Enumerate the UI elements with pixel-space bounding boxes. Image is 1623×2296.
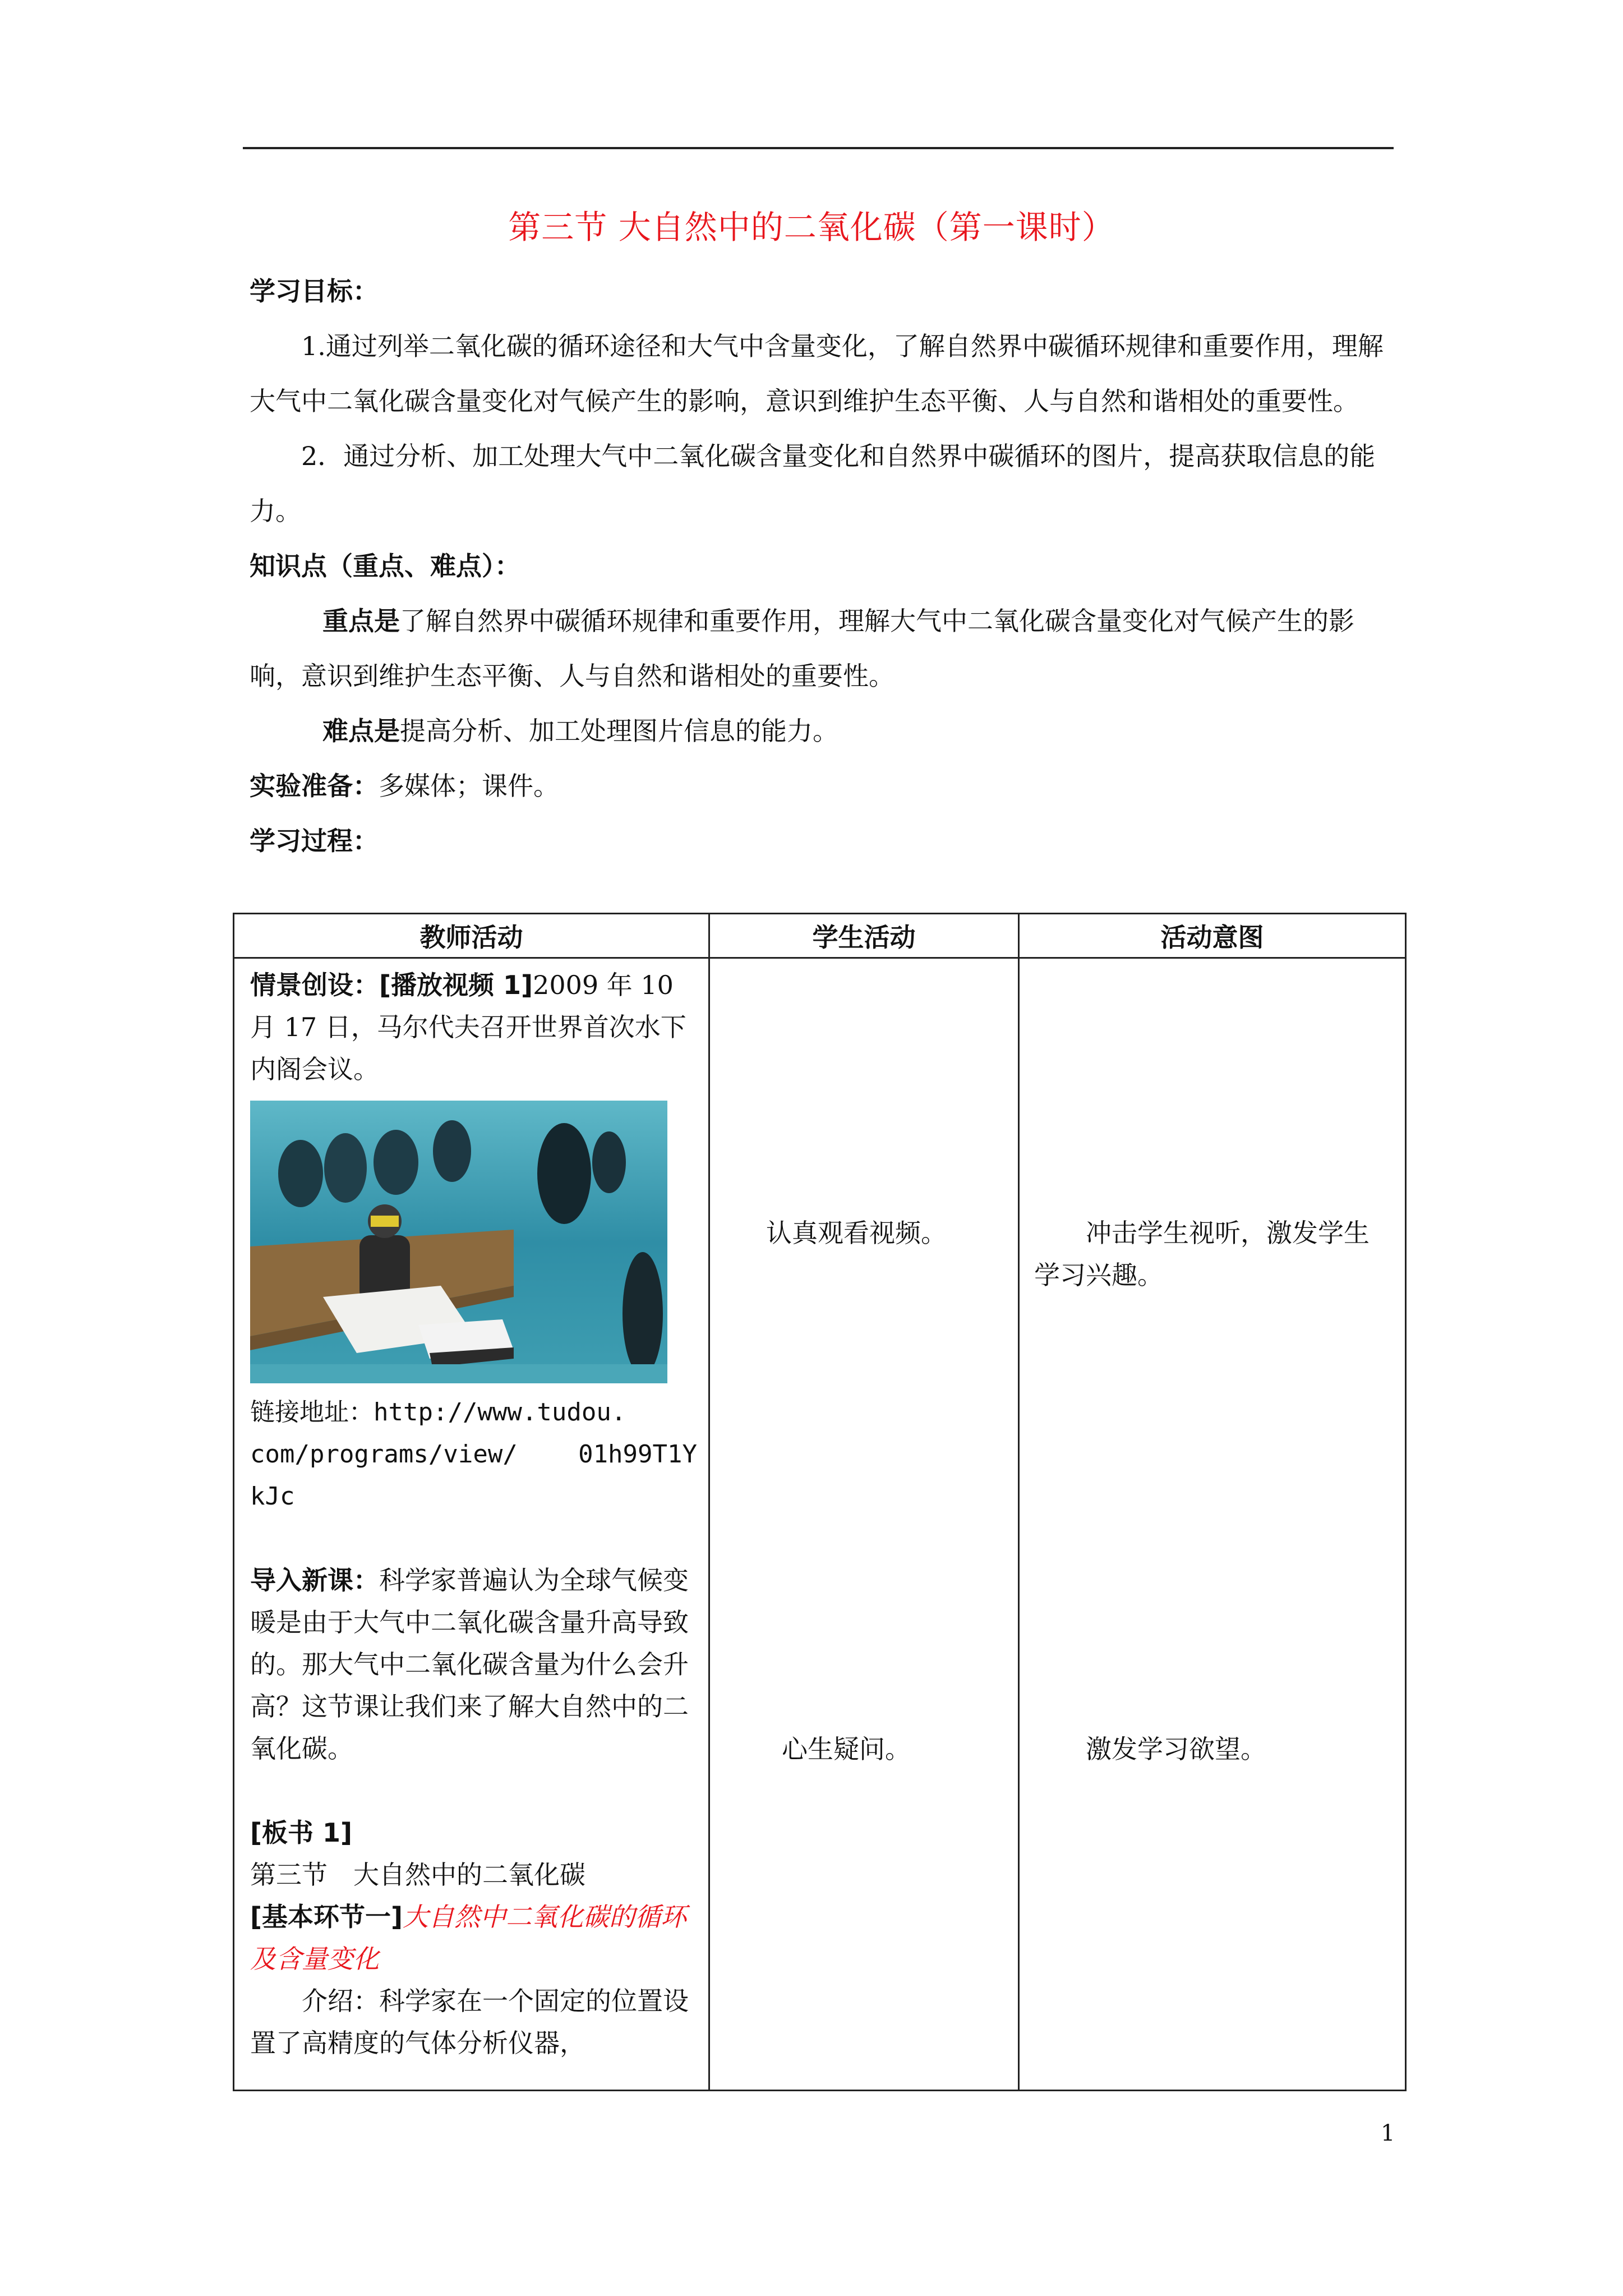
header-teacher-activity: 教师活动 xyxy=(234,914,709,958)
board-label: [板书 1] xyxy=(250,1818,353,1848)
link-line-2b: 01h99T1Y xyxy=(578,1440,697,1469)
describe-text: 介绍：科学家在一个固定的位置设置了高精度的气体分析仪器， xyxy=(250,1986,689,2058)
video-link[interactable] xyxy=(250,1391,697,1517)
step-text: 大自然中二氧化碳的循环及含量变化 xyxy=(250,1902,687,1974)
underwater-cabinet-meeting-photo xyxy=(250,1101,667,1383)
difficulty-point xyxy=(250,703,1388,758)
page-number: 1 xyxy=(1381,2120,1395,2146)
link-line-3: kJc xyxy=(250,1482,295,1511)
teacher-activity-cell xyxy=(234,958,709,2091)
intro-label: 导入新课： xyxy=(250,1565,379,1595)
header-student-activity: 学生活动 xyxy=(709,914,1019,958)
link-line-2a: com/programs/view/ xyxy=(250,1440,518,1469)
table-header-row xyxy=(234,914,1406,958)
intro-paragraph xyxy=(250,1559,697,1770)
link-line-1: 链接地址：http://www.tudou. xyxy=(250,1398,626,1427)
header-rule xyxy=(243,147,1394,149)
knowledge-heading: 知识点（重点、难点）： xyxy=(250,551,520,581)
prep-label: 实验准备： xyxy=(250,771,379,801)
intro-text: 科学家普遍认为全球气候变暖是由于大气中二氧化碳含量升高导致的。那大气中二氧化碳含量为什么会升高？这节课让我们来了解大自然中的二氧化碳。 xyxy=(250,1565,689,1764)
scene-paragraph xyxy=(250,964,697,1091)
step-paragraph xyxy=(250,1896,697,1980)
process-heading: 学习过程： xyxy=(250,826,379,856)
activity-intent-1: 冲击学生视听，激发学生学习兴趣。 xyxy=(1034,1218,1370,1290)
activity-intent-cell xyxy=(1019,958,1406,2091)
prep-text: 多媒体；课件。 xyxy=(379,771,559,801)
student-activity-cell xyxy=(709,958,1019,2091)
lesson-process-table xyxy=(233,913,1407,2091)
header-activity-intent: 活动意图 xyxy=(1019,914,1406,958)
spacer xyxy=(250,1517,697,1559)
step-label: [基本环节一] xyxy=(250,1902,403,1932)
board-text: 第三节 大自然中的二氧化碳 xyxy=(250,1860,585,1890)
objective-item-2: 2．通过分析、加工处理大气中二氧化碳含量变化和自然界中碳循环的图片，提高获取信息的能力。 xyxy=(250,441,1376,526)
student-activity-1: 认真观看视频。 xyxy=(766,1218,947,1248)
lesson-intro xyxy=(250,264,1388,868)
difficulty-label: 难点是 xyxy=(322,716,400,746)
table-row xyxy=(234,958,1406,2091)
spacer xyxy=(250,1770,697,1812)
prep-line xyxy=(250,758,1388,813)
page-title: 第三节 大自然中的二氧化碳（第一课时） xyxy=(508,208,1115,246)
scene-label: 情景创设：[播放视频 1] xyxy=(250,970,533,1000)
link-line-2 xyxy=(250,1433,697,1475)
key-point-label: 重点是 xyxy=(322,606,400,636)
objectives-heading: 学习目标： xyxy=(250,276,379,306)
objective-item-1: 1.通过列举二氧化碳的循环途径和大气中含量变化，了解自然界中碳循环规律和重要作用，理解大气中二氧化碳含量变化对气候产生的影响，意识到维护生态平衡、人与自然和谐相处的重要性。 xyxy=(250,331,1384,416)
difficulty-text: 提高分析、加工处理图片信息的能力。 xyxy=(400,716,838,746)
key-point-text: 了解自然界中碳循环规律和重要作用，理解大气中二氧化碳含量变化对气候产生的影响，意识到维护生态平衡、人与自然和谐相处的重要性。 xyxy=(250,606,1354,691)
key-point xyxy=(250,593,1388,703)
student-activity-2: 心生疑问。 xyxy=(782,1734,911,1764)
activity-intent-2: 激发学习欲望。 xyxy=(1086,1734,1266,1764)
scene-text: 2009 年 10 月 17 日，马尔代夫召开世界首次水下内阁会议。 xyxy=(250,970,686,1084)
